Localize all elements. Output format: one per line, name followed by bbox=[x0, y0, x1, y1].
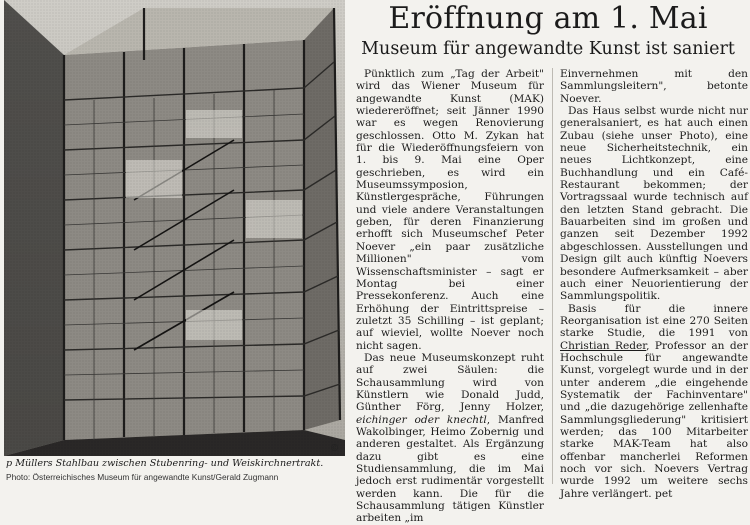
building-photo bbox=[4, 0, 345, 456]
article-column-2 bbox=[560, 68, 748, 500]
column-divider bbox=[552, 68, 553, 484]
article-paragraph: Einvernehmen mit den Sammlungsleitern", betonte Noever. bbox=[560, 68, 748, 105]
article-paragraph: Pünktlich zum „Tag der Arbeit" wird das Wiener Museum für angewandte Kunst (MAK) wiedereröffnet; seit Jänner 1990 war es wegen Renovierung geschlossen. Otto M. Zykan hat für die Wiederöffnungsfeiern von 1. bis 9. Mai eine Oper geschrieben, es wird ein Museumssymposion, Künstlergespräche, Führungen und viele andere Veranstaltungen geben, für deren Finanzierung erhofft sich Museumschef Peter Noever „ein paar zusätzliche Millionen" vom Wissenschaftsminister – sagt er Montag bei einer Pressekonferenz. Auch eine Erhöhung der Eintrittspreise – zuletzt 35 Schilling – ist geplant; auf wieviel, wollte Noever noch nicht sagen. bbox=[356, 68, 544, 352]
copyright-icon: © bbox=[330, 444, 339, 454]
article-paragraph: Das neue Museumskonzept ruht auf zwei Säulen: die Schausammlung wird von Künstlern wie Donald Judd, Günther Förg, Jenny Holzer, eichinger oder knechtl, Manfred Wakolbinger, Heimo Zobernig und anderen gestaltet. Als Ergänzung dazu gibt es eine Studiensammlung, die im Mai jedoch erst rudimentär vorgestellt werden kann. Die für die Schausammlung tätigen Künstler arbeiten „im bbox=[356, 351, 544, 525]
steel-building-illustration bbox=[4, 0, 345, 456]
photo-credit: Photo: Österreichisches Museum für angewandte Kunst/Gerald Zugmann bbox=[6, 472, 279, 482]
article-paragraph: Basis für die innere Reorganisation ist eine 270 Seiten starke Studie, die 1991 von Christian Reder, Professor an der Hochschule für angewandte Kunst, vorgelegt wurde und in der unter anderem „die eingehende Systematik der Fachinventare" und „die dazugehörige zellenhafte Sammlungsgliederung" kritisiert werden; das 100 Mitarbeiter starke MAK-Team hat also offenbar mancherlei Reformen noch vor sich. Noevers Vertrag wurde 1992 um weitere sechs Jahre verlängert. pet bbox=[560, 302, 748, 500]
artist-names-italic: eichinger oder knechtl bbox=[356, 413, 487, 426]
article-paragraph: Das Haus selbst wurde nicht nur generalsaniert, es hat auch einen Zubau (siehe unser Photo), eine neue Sicherheitstechnik, ein neues Lichtkonzept, eine Buchhandlung und ein Café-Restaurant bekommen; der Vortragssaal wurde technisch auf den letzten Stand gebracht. Die Bauarbeiten sind im großen und ganzen seit Dezember 1992 abgeschlossen. Ausstellungen und Design gilt auch künftig Noevers besondere Aufmerksamkeit – aber auch einer Neuorientierung der Sammlungspolitik. bbox=[560, 105, 748, 303]
underlined-name: Christian Reder bbox=[560, 339, 647, 352]
photo-caption: p Müllers Stahlbau zwischen Stubenring- und Weiskirchnertrakt. bbox=[6, 458, 324, 469]
headline: Eröffnung am 1. Mai bbox=[388, 1, 708, 36]
subheadline: Museum für angewandte Kunst ist saniert bbox=[361, 39, 735, 59]
article-column-1 bbox=[356, 68, 544, 525]
